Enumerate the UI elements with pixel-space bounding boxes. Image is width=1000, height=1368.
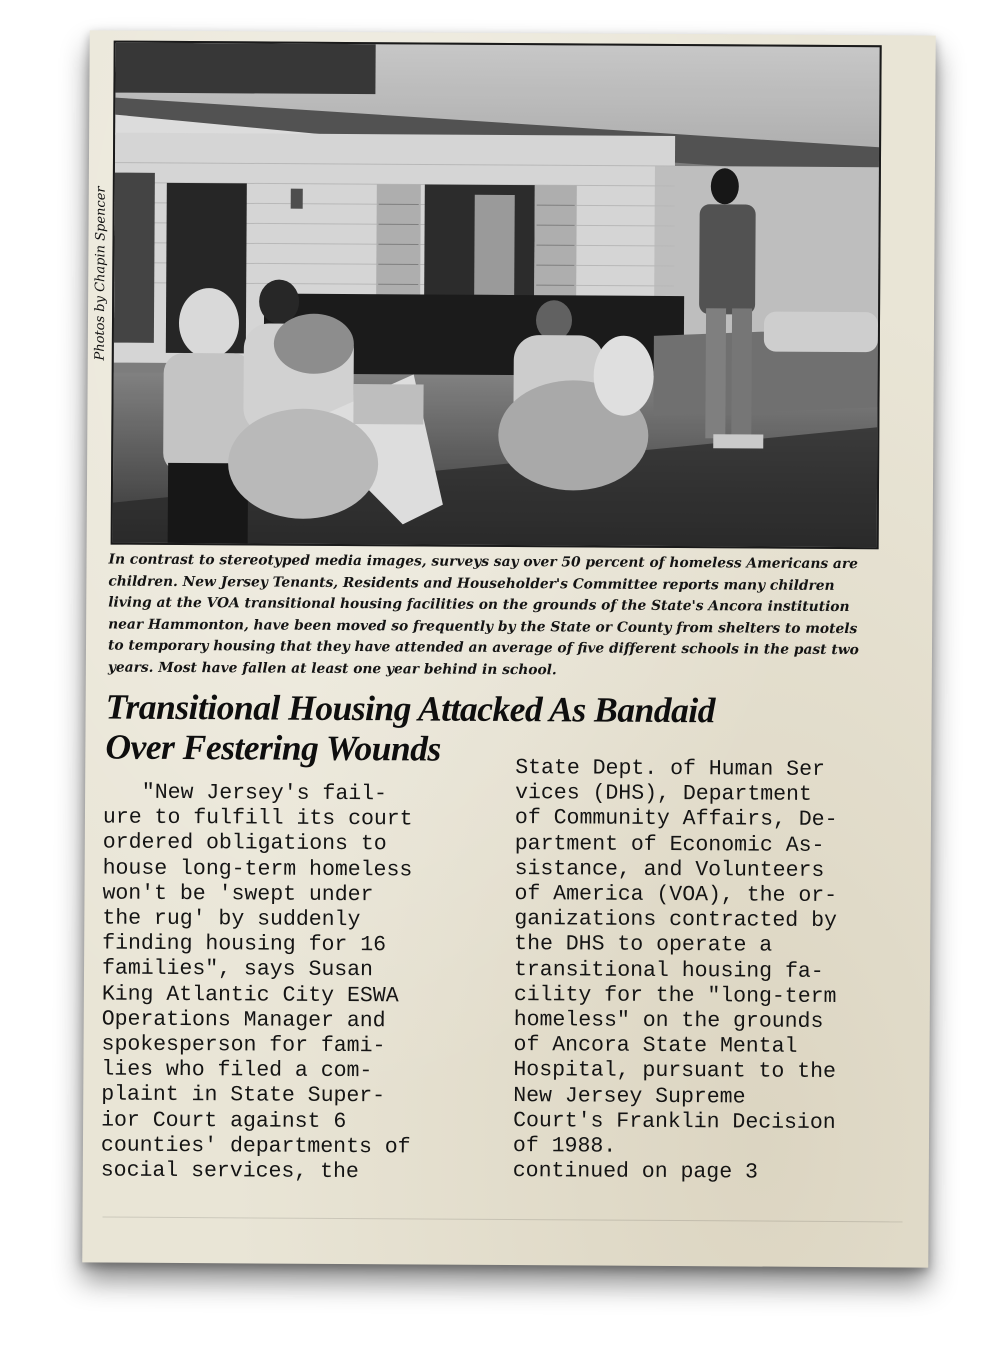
body-line: of Community Affairs, De- (514, 806, 838, 833)
body-line: vices (DHS), Department (515, 781, 812, 808)
body-line: "New Jersey's fail- (103, 780, 388, 807)
body-line: State Dept. of Human Ser (515, 756, 825, 782)
body-line: counties' departments of (100, 1133, 411, 1160)
body-line: cility for the "long-term (513, 982, 837, 1009)
body-line: Hospital, pursuant to the (513, 1058, 837, 1085)
body-line: King Atlantic City ESWA (101, 982, 399, 1008)
body-line: won't be 'swept under (102, 881, 374, 907)
body-line: sistance, and Volunteers (514, 856, 825, 883)
news-photo-image (113, 43, 880, 548)
body-line: of Ancora State Mental (513, 1033, 798, 1060)
newspaper-clipping (82, 30, 936, 1267)
body-line: New Jersey Supreme (513, 1083, 746, 1110)
body-line: ordered obligations to (102, 830, 387, 857)
body-line: of 1988. (512, 1134, 617, 1159)
photo-credit: Photos by Chapin Spencer (92, 186, 109, 361)
body-line: the rug' by suddenly (102, 906, 361, 933)
body-line: plaint in State Super- (101, 1082, 386, 1109)
body-line: homeless" on the grounds (513, 1008, 824, 1034)
bleed-through-divider (102, 1217, 902, 1237)
body-line: the DHS to operate a (514, 932, 773, 959)
body-line: of America (VOA), the or- (514, 882, 838, 909)
article-column-left (101, 781, 413, 1186)
headline-line: Over Festering Wounds (105, 726, 441, 769)
body-line: partment of Economic As- (514, 831, 825, 858)
continued-note: continued on page 3 (512, 1159, 759, 1185)
caption-line: to temporary housing that they have attended an average of five different schools in the past two (107, 637, 859, 659)
photo-caption (108, 550, 879, 684)
body-line: spokesperson for fami- (101, 1032, 386, 1059)
body-line: lies who filed a com- (101, 1057, 373, 1084)
news-photo (111, 41, 882, 550)
body-line: house long-term homeless (102, 856, 413, 883)
caption-line: In contrast to stereotyped media images, surveys say over 50 percent of homeless Americans are (108, 551, 858, 573)
article-column-right (513, 756, 838, 1186)
body-line: social services, the (100, 1158, 359, 1185)
caption-line: near Hammonton, have been moved so frequently by the State or County from shelters to motels (108, 616, 858, 637)
body-line: ganizations contracted by (514, 907, 837, 934)
body-line: transitional housing fa- (513, 957, 824, 984)
caption-line: children. New Jersey Tenants, Residents and Householder's Committee reports many children (108, 573, 835, 594)
body-line: Operations Manager and (101, 1007, 386, 1034)
body-line: finding housing for 16 (102, 931, 387, 958)
caption-line: years. Most have fallen at least one year behind in school. (107, 659, 557, 679)
headline-line: Transitional Housing Attacked As Bandaid (105, 686, 716, 731)
body-line: families", says Susan (101, 956, 374, 983)
caption-line: living at the VOA transitional housing facilities on the grounds of the State's Ancora institution (108, 594, 850, 616)
body-line: ior Court against 6 (101, 1108, 347, 1134)
body-line: ure to fulfill its court (102, 805, 413, 832)
body-line: Court's Franklin Decision (513, 1108, 836, 1135)
